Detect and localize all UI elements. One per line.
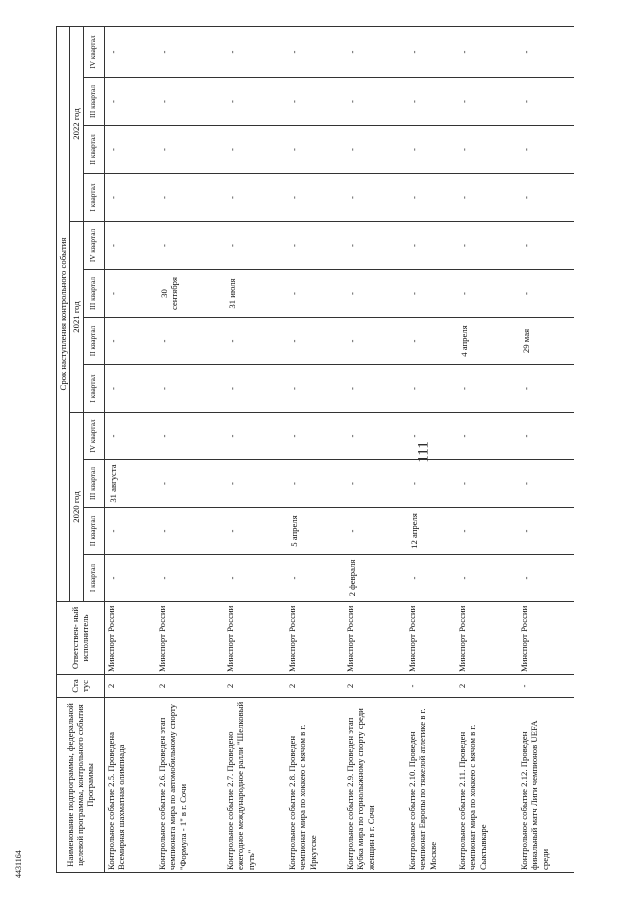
term-cell: - xyxy=(224,27,286,78)
term-cell: - xyxy=(224,508,286,555)
event-executor: Минспорт России xyxy=(406,602,456,675)
term-cell: 29 мая xyxy=(518,318,574,365)
term-cell: - xyxy=(518,365,574,413)
table-row xyxy=(456,27,518,873)
event-status: 2 xyxy=(344,675,406,698)
term-cell: - xyxy=(456,555,518,602)
term-cell: - xyxy=(156,318,224,365)
term-cell: - xyxy=(156,413,224,460)
header-quarter: IV квартал xyxy=(83,413,104,460)
term-cell: - xyxy=(456,222,518,270)
term-cell: - xyxy=(344,318,406,365)
term-cell: - xyxy=(344,222,406,270)
event-executor: Минспорт России xyxy=(518,602,574,675)
term-cell: - xyxy=(406,222,456,270)
term-cell: - xyxy=(344,460,406,508)
term-cell: 5 апреля xyxy=(286,508,344,555)
header-quarter: II квартал xyxy=(83,508,104,555)
term-cell: - xyxy=(104,555,156,602)
event-executor: Минспорт России xyxy=(224,602,286,675)
event-status: 2 xyxy=(224,675,286,698)
term-cell: - xyxy=(344,27,406,78)
table-row xyxy=(224,27,286,873)
header-year-2020: 2020 год xyxy=(70,413,83,602)
table-row xyxy=(518,27,574,873)
term-cell: - xyxy=(456,27,518,78)
term-cell: - xyxy=(456,508,518,555)
event-status: - xyxy=(406,675,456,698)
header-term: Срок наступления контрольного события xyxy=(57,27,70,602)
event-status: 2 xyxy=(156,675,224,698)
header-year-2022: 2022 год xyxy=(70,27,83,222)
term-cell: 31 июля xyxy=(224,270,286,318)
term-cell: - xyxy=(224,318,286,365)
term-cell: - xyxy=(104,413,156,460)
term-cell: - xyxy=(518,126,574,174)
term-cell: - xyxy=(104,365,156,413)
term-cell: - xyxy=(224,460,286,508)
term-cell: - xyxy=(286,460,344,508)
term-cell: - xyxy=(518,460,574,508)
term-cell: - xyxy=(406,270,456,318)
term-cell: - xyxy=(344,126,406,174)
event-status: - xyxy=(518,675,574,698)
term-cell: - xyxy=(156,174,224,222)
header-quarter: I квартал xyxy=(83,555,104,602)
term-cell: - xyxy=(286,222,344,270)
term-cell: - xyxy=(406,27,456,78)
term-cell: - xyxy=(104,318,156,365)
term-cell: - xyxy=(518,413,574,460)
term-cell: - xyxy=(224,174,286,222)
term-cell: - xyxy=(344,78,406,126)
term-cell: - xyxy=(406,126,456,174)
term-cell: - xyxy=(406,413,456,460)
term-cell: - xyxy=(518,27,574,78)
term-cell: - xyxy=(224,78,286,126)
event-name: Контрольное событие 2.5. Проведена Всемирная шахматная олимпиада xyxy=(104,698,156,873)
term-cell: - xyxy=(456,460,518,508)
event-name: Контрольное событие 2.8. Проведен чемпионат мира по хоккею с мячом в г. Иркутске xyxy=(286,698,344,873)
term-cell: - xyxy=(286,126,344,174)
term-cell: - xyxy=(104,78,156,126)
term-cell: - xyxy=(104,126,156,174)
term-cell: - xyxy=(286,413,344,460)
term-cell: - xyxy=(456,126,518,174)
rotated-table-container xyxy=(56,28,554,873)
term-cell: - xyxy=(406,174,456,222)
term-cell: - xyxy=(156,555,224,602)
event-status: 2 xyxy=(104,675,156,698)
header-executor: Ответствен- ный исполнитель xyxy=(57,602,105,675)
event-name: Контрольное событие 2.10. Проведен чемпионат Европы по тяжелой атлетике в г. Москве xyxy=(406,698,456,873)
term-cell: - xyxy=(286,318,344,365)
table-row xyxy=(344,27,406,873)
table-row xyxy=(286,27,344,873)
event-name: Контрольное событие 2.6. Проведен этап чемпионата мира по автомобильному спорту "Формула - 1" в г. Сочи xyxy=(156,698,224,873)
term-cell: - xyxy=(104,270,156,318)
term-cell: - xyxy=(104,27,156,78)
term-cell: - xyxy=(104,174,156,222)
term-cell: - xyxy=(224,365,286,413)
control-events-table xyxy=(56,26,574,873)
term-cell: - xyxy=(406,365,456,413)
header-quarter: I квартал xyxy=(83,174,104,222)
term-cell: - xyxy=(286,27,344,78)
header-name: Наименование подпрограммы, федеральной целевой программы, контрольного события Программы xyxy=(57,698,105,873)
term-cell: - xyxy=(406,460,456,508)
header-quarter: II квартал xyxy=(83,318,104,365)
table-row xyxy=(104,27,156,873)
term-cell: - xyxy=(518,222,574,270)
term-cell: - xyxy=(344,174,406,222)
term-cell: - xyxy=(156,126,224,174)
term-cell: - xyxy=(344,270,406,318)
event-executor: Минспорт России xyxy=(344,602,406,675)
term-cell: - xyxy=(406,318,456,365)
term-cell: - xyxy=(456,174,518,222)
term-cell: - xyxy=(224,126,286,174)
term-cell: - xyxy=(518,270,574,318)
term-cell: - xyxy=(224,555,286,602)
term-cell: - xyxy=(156,460,224,508)
event-executor: Минспорт России xyxy=(456,602,518,675)
term-cell: - xyxy=(286,78,344,126)
term-cell: - xyxy=(344,508,406,555)
header-quarter: III квартал xyxy=(83,78,104,126)
term-cell: - xyxy=(156,27,224,78)
header-status: Ста тус xyxy=(57,675,105,698)
term-cell: - xyxy=(406,555,456,602)
table-row xyxy=(156,27,224,873)
term-cell: - xyxy=(406,78,456,126)
term-cell: 31 августа xyxy=(104,460,156,508)
table-row xyxy=(406,27,456,873)
term-cell: - xyxy=(518,555,574,602)
header-quarter: III квартал xyxy=(83,270,104,318)
event-executor: Минспорт России xyxy=(104,602,156,675)
event-name: Контрольное событие 2.7. Проведено ежегодное международное ралли "Шелковый путь" xyxy=(224,698,286,873)
document-code: 4431164 xyxy=(14,850,23,878)
term-cell: 2 февраля xyxy=(344,555,406,602)
header-quarter: IV квартал xyxy=(83,27,104,78)
event-name: Контрольное событие 2.9. Проведен этап Кубка мира по горнолыжному спорту среди женщин в г. Сочи xyxy=(344,698,406,873)
term-cell: - xyxy=(286,174,344,222)
page-number: 111 xyxy=(415,441,432,463)
term-cell: - xyxy=(104,508,156,555)
term-cell: 4 апреля xyxy=(456,318,518,365)
header-quarter: IV квартал xyxy=(83,222,104,270)
term-cell: - xyxy=(156,508,224,555)
term-cell: - xyxy=(518,508,574,555)
term-cell: - xyxy=(104,222,156,270)
event-executor: Минспорт России xyxy=(286,602,344,675)
term-cell: - xyxy=(286,555,344,602)
term-cell: - xyxy=(344,365,406,413)
term-cell: 12 апреля xyxy=(406,508,456,555)
term-cell: - xyxy=(456,78,518,126)
term-cell: - xyxy=(224,413,286,460)
term-cell: - xyxy=(344,413,406,460)
header-quarter: II квартал xyxy=(83,126,104,174)
term-cell: - xyxy=(286,365,344,413)
event-status: 2 xyxy=(456,675,518,698)
term-cell: - xyxy=(156,222,224,270)
term-cell: - xyxy=(518,78,574,126)
term-cell: - xyxy=(518,174,574,222)
term-cell: - xyxy=(286,270,344,318)
event-name: Контрольное событие 2.11. Проведен чемпионат мира по хоккею с мячом в г. Сыктывкаре xyxy=(456,698,518,873)
term-cell: - xyxy=(224,222,286,270)
term-cell: - xyxy=(456,365,518,413)
term-cell: 30 сентября xyxy=(156,270,224,318)
term-cell: - xyxy=(456,270,518,318)
term-cell: - xyxy=(156,78,224,126)
event-name: Контрольное событие 2.12. Проведен финальный матч Лиги чемпионов UEFA среди xyxy=(518,698,574,873)
event-executor: Минспорт России xyxy=(156,602,224,675)
header-quarter: I квартал xyxy=(83,365,104,413)
term-cell: - xyxy=(156,365,224,413)
event-status: 2 xyxy=(286,675,344,698)
term-cell: - xyxy=(456,413,518,460)
header-year-2021: 2021 год xyxy=(70,222,83,413)
header-quarter: III квартал xyxy=(83,460,104,508)
